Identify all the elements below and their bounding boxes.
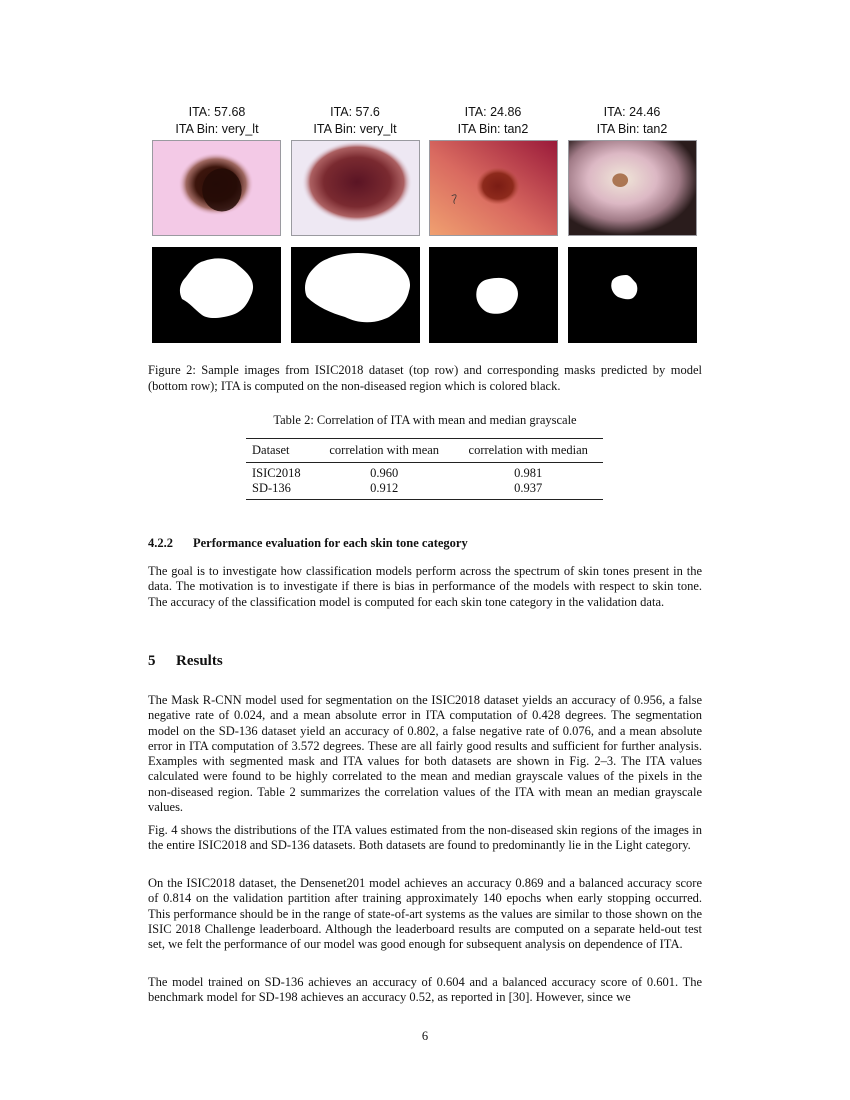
correlation-table (246, 438, 603, 500)
cell-mean: 0.912 (370, 481, 399, 495)
segmentation-mask-3 (429, 247, 558, 343)
figure-panel-1-labels (142, 104, 292, 138)
table-row (246, 481, 603, 500)
table-row (246, 463, 603, 482)
column-header-dataset: Dataset (252, 443, 290, 457)
ita-bin-label: ITA Bin: tan2 (596, 122, 668, 136)
segmentation-mask-1 (152, 247, 281, 343)
subsection-number: 4.2.2 (148, 536, 173, 550)
subsection-title: Performance evaluation for each skin tone category (193, 536, 468, 550)
ita-value-label: ITA: 24.46 (603, 105, 661, 119)
results-paragraph-1: The Mask R-CNN model used for segmentation on the ISIC2018 dataset yields an accuracy of 0.956, a false negative rate of 0.024, and a mean absolute error in ITA computation of 0.428 degrees. The segmentation model on the SD-136 dataset yield an accuracy of 0.802, a false negative rate of 0.076, and a mean absolute error in ITA computation of 3.572 degrees. These are all fairly good results and sufficient for further analysis. Examples with segmented mask and ITA values for both datasets are shown in Fig. 2–3. The ITA values calculated were found to be highly correlated to the mean and median grayscale values of the pixels in the non-diseased region. Table 2 summarizes the correlation values of the ITA with mean an median grayscale values. (148, 693, 702, 815)
ita-value-label: ITA: 57.68 (188, 105, 246, 119)
results-paragraph-3: On the ISIC2018 dataset, the Densenet201 model achieves an accuracy 0.869 and a balanced accuracy score of 0.814 on the validation partition after training approximately 140 epochs when early stopping occurred. This performance should be in the range of state-of-art systems as the values are similar to those shown on the ISIC 2018 Challenge leaderboard. Although the leaderboard results are computed on a separate held-out test set, we felt the performance of our model was good enough for subsequent analysis on dependence of ITA. (148, 876, 702, 952)
figure-panel-4-labels (557, 104, 707, 138)
cell-median: 0.937 (514, 481, 543, 495)
figure-panel-2-labels (280, 104, 430, 138)
dermoscopy-image-1 (152, 140, 281, 236)
table-caption: Table 2: Correlation of ITA with mean and median grayscale (273, 413, 577, 427)
table-header-row (246, 439, 603, 463)
page-number: 6 (421, 1029, 429, 1043)
dermoscopy-image-4 (568, 140, 697, 236)
section-number: 5 (148, 653, 156, 669)
subsection-heading (148, 536, 468, 551)
cell-dataset: SD-136 (252, 481, 291, 495)
subsection-paragraph: The goal is to investigate how classification models perform across the spectrum of skin tones present in the data. The motivation is to investigate if there is bias in performance of the models with respect to skin tone. The accuracy of the classification model is computed for each skin tone category in the validation data. (148, 564, 702, 609)
ita-bin-label: ITA Bin: very_lt (313, 122, 397, 136)
column-header-mean: correlation with mean (329, 443, 440, 457)
results-paragraph-2: Fig. 4 shows the distributions of the ITA values estimated from the non-diseased skin regions of the images in the entire ISIC2018 and SD-136 datasets. Both datasets are found to predominantly lie in the Light category. (148, 823, 702, 853)
cell-dataset: ISIC2018 (252, 466, 301, 480)
segmentation-mask-2 (291, 247, 420, 343)
ita-value-label: ITA: 57.6 (330, 105, 380, 119)
column-header-median: correlation with median (468, 443, 588, 457)
dermoscopy-image-2 (291, 140, 420, 236)
results-paragraph-4: The model trained on SD-136 achieves an accuracy of 0.604 and a balanced accuracy score of 0.601. The benchmark model for SD-198 achieves an accuracy 0.52, as reported in [30]. However, since we (148, 975, 702, 1005)
ita-bin-label: ITA Bin: tan2 (457, 122, 529, 136)
cell-median: 0.981 (514, 466, 543, 480)
segmentation-mask-4 (568, 247, 697, 343)
dermoscopy-image-3 (429, 140, 558, 236)
section-heading (148, 653, 223, 670)
section-title: Results (176, 653, 223, 669)
ita-bin-label: ITA Bin: very_lt (175, 122, 259, 136)
cell-mean: 0.960 (370, 466, 399, 480)
ita-value-label: ITA: 24.86 (464, 105, 522, 119)
figure-panel-3-labels (418, 104, 568, 138)
figure-caption: Figure 2: Sample images from ISIC2018 dataset (top row) and corresponding masks predicted by model (bottom row); ITA is computed on the non-diseased region which is colored black. (148, 363, 702, 393)
